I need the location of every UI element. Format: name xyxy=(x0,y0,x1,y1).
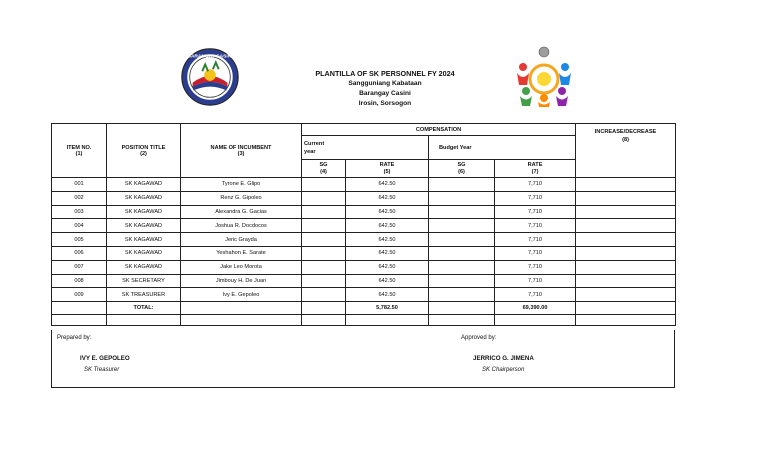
rate5-cell: 642.50 xyxy=(346,233,429,247)
total-blank-1 xyxy=(52,302,107,315)
item-no-cell: 005 xyxy=(52,233,107,247)
svg-text:BARANGAY CASINI: BARANGAY CASINI xyxy=(187,54,233,60)
position-cell: SK KAGAWAD xyxy=(107,205,181,219)
incumbent-cell: Joshua R. Docdocos xyxy=(181,219,302,233)
col-item-number: (1) xyxy=(75,150,83,157)
title-block xyxy=(285,69,485,109)
sg4-cell xyxy=(302,233,346,247)
col-increase-label: INCREASE/DECREASE xyxy=(594,129,657,135)
sg6-cell xyxy=(429,288,495,302)
position-cell: SK KAGAWAD xyxy=(107,233,181,247)
sg6-header xyxy=(429,160,495,178)
rate7-cell: 7,710 xyxy=(495,274,576,288)
approved-by-role: SK Chairperson xyxy=(482,367,525,373)
org-name: Sangguniang Kabataan xyxy=(348,80,422,87)
item-no-cell: 001 xyxy=(52,178,107,192)
total-rate5: 5,782.50 xyxy=(346,302,429,315)
incumbent-cell: Jake Leo Morota xyxy=(181,260,302,274)
rate5-number: (5) xyxy=(383,168,391,175)
rate7-header xyxy=(495,160,576,178)
incumbent-cell: Ivy E. Gepoleo xyxy=(181,288,302,302)
item-no-cell: 006 xyxy=(52,246,107,260)
position-cell: SK SECRETARY xyxy=(107,274,181,288)
table-row xyxy=(52,178,676,192)
col-position-header xyxy=(107,124,181,178)
rate5-cell: 642.50 xyxy=(346,246,429,260)
rate5-cell: 642.50 xyxy=(346,178,429,192)
total-blank-4 xyxy=(429,302,495,315)
col-incumbent-header xyxy=(181,124,302,178)
sg6-number: (6) xyxy=(458,168,465,175)
table-row xyxy=(52,260,676,274)
table-row xyxy=(52,219,676,233)
total-blank-5 xyxy=(576,302,676,315)
incumbent-cell: Jimbouy H. De Juan xyxy=(181,274,302,288)
sg4-cell xyxy=(302,246,346,260)
table-body xyxy=(52,178,676,302)
increase-cell xyxy=(576,219,676,233)
increase-cell xyxy=(576,191,676,205)
current-year-line1: Current xyxy=(304,141,325,147)
col-increase-number: (8) xyxy=(622,137,629,143)
barangay-seal-logo xyxy=(181,48,239,106)
incumbent-cell: Yeshahon E. Sarate xyxy=(181,246,302,260)
sg4-cell xyxy=(302,205,346,219)
item-no-cell: 004 xyxy=(52,219,107,233)
rate5-cell: 642.50 xyxy=(346,191,429,205)
incumbent-cell: Renz G. Gipoleo xyxy=(181,191,302,205)
rate5-cell: 642.50 xyxy=(346,288,429,302)
rate7-cell: 7,710 xyxy=(495,233,576,247)
table-row xyxy=(52,233,676,247)
approved-by-name: JERRICO G. JIMENA xyxy=(473,355,534,362)
sg6-cell xyxy=(429,205,495,219)
col-item-label: ITEM NO. xyxy=(66,144,92,151)
item-no-cell: 007 xyxy=(52,260,107,274)
prepared-by-role: SK Treasurer xyxy=(84,367,120,373)
col-position-label: POSITION TITLE xyxy=(121,144,166,151)
table-row xyxy=(52,246,676,260)
rate7-number: (7) xyxy=(531,168,539,175)
rate5-cell: 642.50 xyxy=(346,205,429,219)
sg4-cell xyxy=(302,219,346,233)
blank-row xyxy=(52,315,676,326)
rate5-cell: 642.50 xyxy=(346,219,429,233)
increase-cell xyxy=(576,246,676,260)
current-year-line2: year xyxy=(304,149,316,155)
position-cell: SK KAGAWAD xyxy=(107,246,181,260)
rate7-cell: 7,710 xyxy=(495,205,576,219)
header-row-1 xyxy=(52,124,676,136)
total-blank-2 xyxy=(181,302,302,315)
sg6-cell xyxy=(429,219,495,233)
position-cell: SK KAGAWAD xyxy=(107,178,181,192)
compensation-header: COMPENSATION xyxy=(302,124,576,136)
sg4-label: SG xyxy=(319,161,328,168)
sg6-cell xyxy=(429,233,495,247)
rate7-cell: 7,710 xyxy=(495,178,576,192)
position-cell: SK KAGAWAD xyxy=(107,219,181,233)
increase-cell xyxy=(576,178,676,192)
location: Irosin, Sorsogon xyxy=(358,100,412,107)
sg4-header xyxy=(302,160,346,178)
incumbent-cell: Jeric Grayda xyxy=(181,233,302,247)
item-no-cell: 009 xyxy=(52,288,107,302)
approved-by-label: Approved by: xyxy=(461,335,497,341)
col-increase-header xyxy=(576,124,676,178)
rate7-label: RATE xyxy=(527,161,543,168)
table-row xyxy=(52,274,676,288)
barangay-name: Barangay Casini xyxy=(359,90,411,97)
item-no-cell: 002 xyxy=(52,191,107,205)
total-rate7: 69,390.00 xyxy=(495,302,576,315)
rate5-cell: 642.50 xyxy=(346,274,429,288)
col-incumbent-number: (3) xyxy=(237,150,245,157)
position-cell: SK KAGAWAD xyxy=(107,191,181,205)
table-row xyxy=(52,191,676,205)
total-label: TOTAL: xyxy=(107,302,181,315)
rate7-cell: 7,710 xyxy=(495,191,576,205)
position-cell: SK KAGAWAD xyxy=(107,260,181,274)
sg6-label: SG xyxy=(457,161,466,168)
sg4-cell xyxy=(302,274,346,288)
sg4-cell xyxy=(302,288,346,302)
sg6-cell xyxy=(429,178,495,192)
sg6-cell xyxy=(429,191,495,205)
sg4-cell xyxy=(302,260,346,274)
increase-cell xyxy=(576,205,676,219)
current-year-header xyxy=(302,136,429,160)
rate7-cell: 7,710 xyxy=(495,219,576,233)
item-no-cell: 003 xyxy=(52,205,107,219)
rate5-header xyxy=(346,160,429,178)
rate7-cell: 7,710 xyxy=(495,260,576,274)
rate7-cell: 7,710 xyxy=(495,288,576,302)
table-row xyxy=(52,205,676,219)
col-incumbent-label: NAME OF INCUMBENT xyxy=(210,144,272,151)
prepared-by-name: IVY E. GEPOLEO xyxy=(80,355,130,362)
increase-cell xyxy=(576,233,676,247)
increase-cell xyxy=(576,288,676,302)
sg4-cell xyxy=(302,191,346,205)
rate5-cell: 642.50 xyxy=(346,260,429,274)
position-cell: SK TREASURER xyxy=(107,288,181,302)
rate5-label: RATE xyxy=(379,161,395,168)
sg6-cell xyxy=(429,274,495,288)
increase-cell xyxy=(576,260,676,274)
sg4-cell xyxy=(302,178,346,192)
total-row xyxy=(52,302,676,315)
budget-year-header: Budget Year xyxy=(429,136,576,160)
document-header xyxy=(0,40,768,122)
table-row xyxy=(52,288,676,302)
total-blank-3 xyxy=(302,302,346,315)
sg6-cell xyxy=(429,246,495,260)
incumbent-cell: Tyrone E. Glipo xyxy=(181,178,302,192)
signatories-block xyxy=(51,330,675,388)
increase-cell xyxy=(576,274,676,288)
col-item-header xyxy=(52,124,107,178)
sk-logo xyxy=(514,45,574,107)
col-position-number: (2) xyxy=(140,150,147,157)
incumbent-cell: Alexandra G. Gacias xyxy=(181,205,302,219)
plantilla-table xyxy=(51,123,676,326)
document-title: PLANTILLA OF SK PERSONNEL FY 2024 xyxy=(315,69,455,78)
sg4-number: (4) xyxy=(320,168,327,175)
rate7-cell: 7,710 xyxy=(495,246,576,260)
prepared-by-label: Prepared by: xyxy=(57,335,92,341)
sg6-cell xyxy=(429,260,495,274)
item-no-cell: 008 xyxy=(52,274,107,288)
